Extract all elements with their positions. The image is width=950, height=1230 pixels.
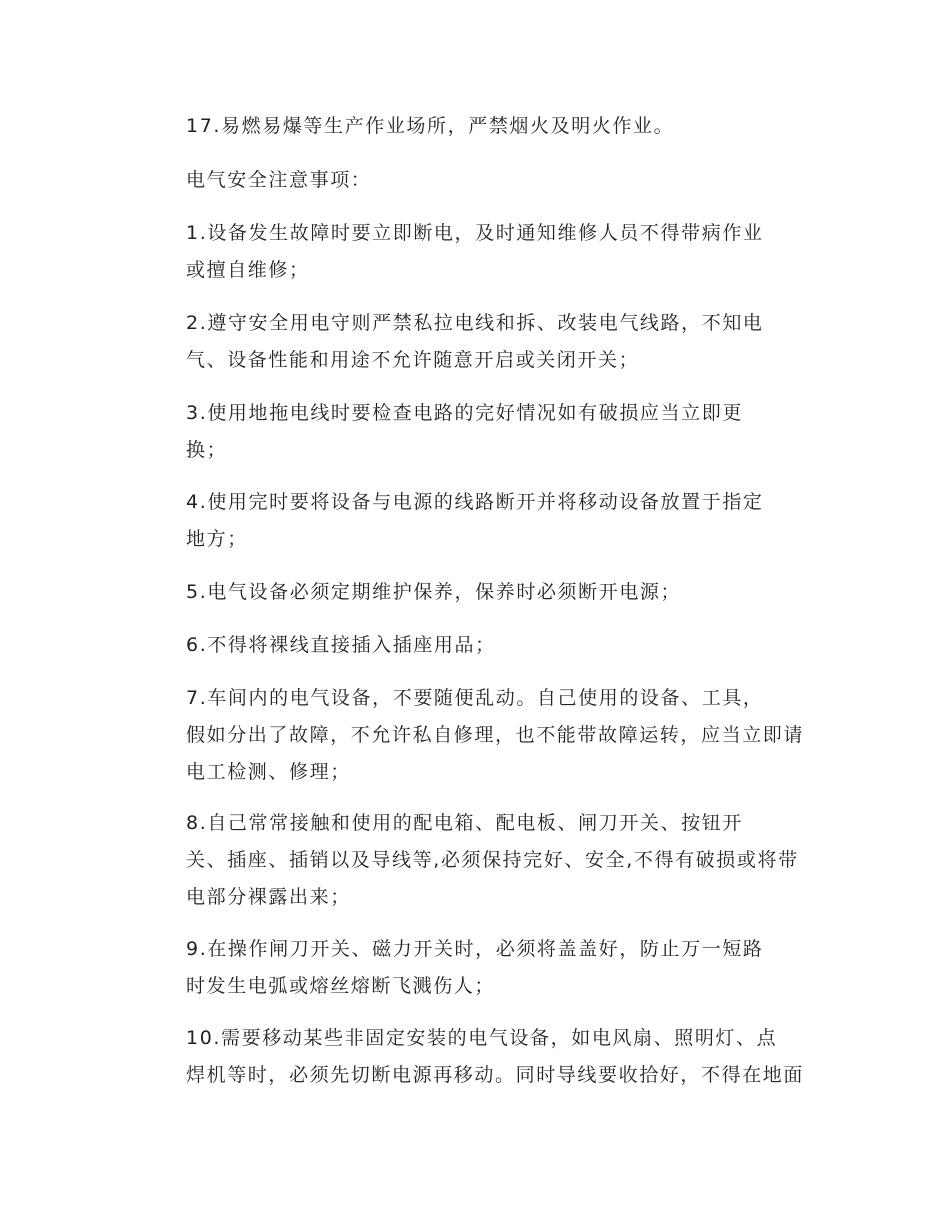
paragraph-line: 电气安全注意事项： <box>186 169 372 191</box>
paragraph-item-17 <box>140 108 805 145</box>
paragraph-line: 焊机等时，必须先切断电源再移动。同时导线要收拾好，不得在地面 <box>186 1064 805 1086</box>
paragraph-line: 换； <box>186 439 228 461</box>
paragraph-line: 1.设备发生故障时要立即断电，及时通知维修人员不得带病作业 <box>186 222 764 244</box>
paragraph-line: 假如分出了故障，不允许私自修理，也不能带故障运转，应当立即请 <box>186 724 805 746</box>
paragraph-line: 17.易燃易爆等生产作业场所，严禁烟火及明火作业。 <box>186 115 675 137</box>
paragraph-line: 地方； <box>186 528 248 550</box>
paragraph-line: 关、插座、插销以及导线等,必须保持完好、安全,不得有破损或将带 <box>186 849 799 871</box>
paragraph-item-1 <box>140 215 805 289</box>
paragraph-line: 9.在操作闸刀开关、磁力开关时，必须将盖盖好，防止万一短路 <box>186 938 764 960</box>
paragraph-line: 10.需要移动某些非固定安装的电气设备，如电风扇、照明灯、点 <box>186 1027 778 1049</box>
paragraph-line: 5.电气设备必须定期维护保养，保养时必须断开电源； <box>186 581 682 603</box>
paragraph-item-3 <box>140 395 805 469</box>
paragraph-line: 4.使用完时要将设备与电源的线路断开并将移动设备放置于指定 <box>186 491 764 513</box>
section-heading-electrical-safety <box>140 162 805 199</box>
paragraph-item-4 <box>140 484 805 558</box>
paragraph-line: 电工检测、修理； <box>186 761 351 783</box>
paragraph-item-8 <box>140 805 805 916</box>
paragraph-line: 3.使用地拖电线时要检查电路的完好情况如有破损应当立即更 <box>186 402 743 424</box>
paragraph-line: 气、设备性能和用途不允许随意开启或关闭开关； <box>186 349 640 371</box>
paragraph-line: 2.遵守安全用电守则严禁私拉电线和拆、改装电气线路，不知电 <box>186 312 764 334</box>
paragraph-line: 时发生电弧或熔丝熔断飞溅伤人； <box>186 975 496 997</box>
paragraph-item-10 <box>140 1020 805 1094</box>
paragraph-item-6 <box>140 627 805 664</box>
paragraph-item-2 <box>140 305 805 379</box>
paragraph-line: 6.不得将裸线直接插入插座用品； <box>186 634 496 656</box>
paragraph-item-5 <box>140 574 805 611</box>
paragraph-line: 8.自己常常接触和使用的配电箱、配电板、闸刀开关、按钮开 <box>186 812 743 834</box>
paragraph-line: 7.车间内的电气设备，不要随便乱动。自己使用的设备、工具， <box>186 687 764 709</box>
paragraph-line: 或擅自维修； <box>186 259 310 281</box>
paragraph-item-9 <box>140 931 805 1005</box>
paragraph-line: 电部分裸露出来； <box>186 886 351 908</box>
paragraph-item-7 <box>140 680 805 791</box>
